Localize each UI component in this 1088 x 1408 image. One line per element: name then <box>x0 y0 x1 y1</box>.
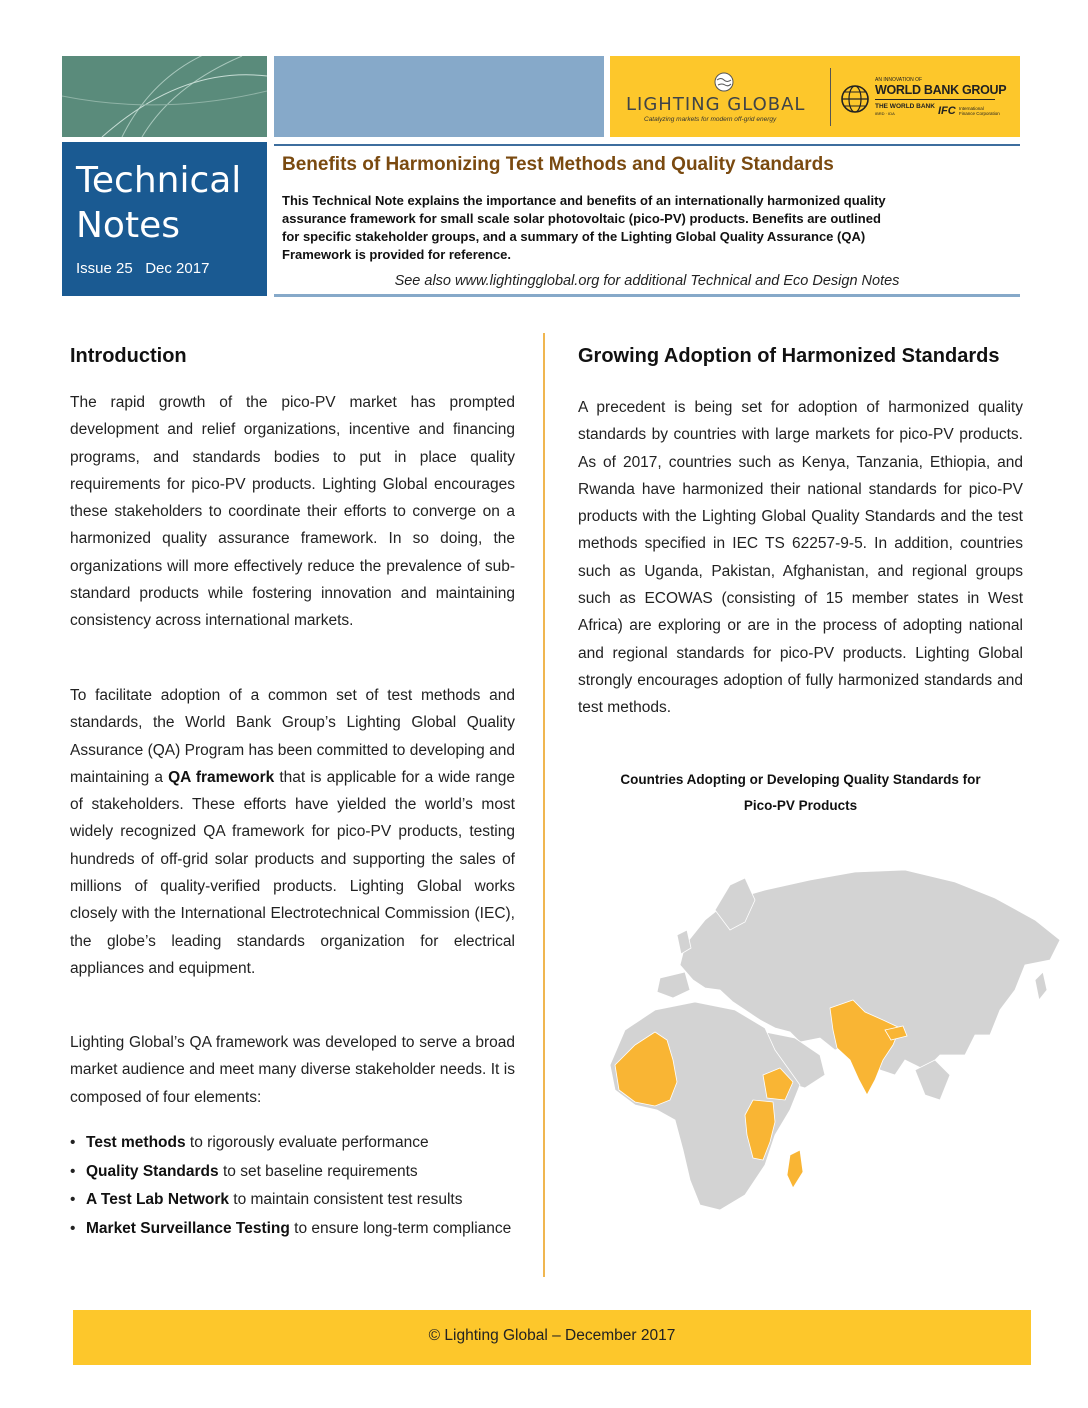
banner-swirl-graphic <box>62 56 267 137</box>
introduction-paragraph-2 <box>70 682 515 982</box>
issue-label: Issue 25 Dec 2017 <box>76 260 210 277</box>
qa-elements-list <box>70 1129 515 1243</box>
list-item-text: to ensure long-term compliance <box>289 1219 512 1237</box>
lighting-global-globe-icon <box>713 71 735 93</box>
world-bank-group-wordmark: WORLD BANK GROUP <box>875 83 1007 97</box>
list-item <box>70 1129 515 1158</box>
document-title: Benefits of Harmonizing Test Methods and Quality Standards <box>282 154 834 175</box>
introduction-paragraph-1: The rapid growth of the pico-PV market has prompted development and relief organizations, incentive and financing programs, and standards bodies to put in place quality requirements for pico-PV products. Lighting Global encourages these stakeholders to coordinate their efforts to converge on a harmonized quality assurance framework. In so doing, the organizations will more effectively reduce the prevalence of sub-standard products while fostering innovation and maintaining consistency across international markets. <box>70 394 515 630</box>
header-rule-top <box>274 144 1020 146</box>
list-item-term: Market Surveillance Testing <box>86 1219 290 1237</box>
list-item-term: Test methods <box>86 1134 186 1151</box>
bullet-icon: • <box>70 1134 76 1151</box>
qa-framework-emphasis: QA framework <box>168 768 275 786</box>
banner-blue-tile <box>274 56 604 137</box>
list-item-term: Quality Standards <box>86 1162 219 1180</box>
world-bank-label: THE WORLD BANK <box>875 103 935 110</box>
series-title-line1: Technical <box>76 160 242 201</box>
lighting-global-tagline: Catalyzing markets for modern off-grid energy <box>644 116 777 123</box>
bullet-icon: • <box>70 1219 76 1237</box>
list-item-text: to maintain consistent test results <box>228 1191 463 1208</box>
list-item <box>70 1215 515 1244</box>
world-bank-rule <box>875 99 995 100</box>
document-summary <box>282 192 1012 264</box>
adoption-heading: Growing Adoption of Harmonized Standards <box>578 345 1000 367</box>
map-caption-line1: Countries Adopting or Developing Quality Standards for <box>620 772 981 787</box>
map-iberia <box>657 972 690 998</box>
map-caption-line2: Pico-PV Products <box>743 797 858 813</box>
logo-divider <box>830 68 831 126</box>
header-rule-bottom <box>274 294 1020 297</box>
footer-bar <box>73 1310 1031 1365</box>
adoption-paragraph: A precedent is being set for adoption of harmonized quality standards by countries with large markets for pico-PV products. As of 2017, countries such as Kenya, Tanzania, Ethiopia, and Rwanda have harmonized their national standards for pico-PV products with the Lighting Global Quality Standards and the test methods specified in IEC TS 62257-9-5. In addition, countries such as Uganda, Pakistan, Afghanistan, and regional groups such as ECOWAS (consisting of 15 member states in West Africa) are exploring or are in the process of adopting national and regional standards for pico-PV products. Lighting Global strongly encourages adoption of fully harmonized standards and test methods. <box>578 399 1023 717</box>
list-item <box>70 1186 515 1215</box>
paragraph-text: that is applicable for a wide range of stakeholders. These efforts have yielded the world’s most widely recognized QA framework for pico-PV products, testing hundreds of off-grid solar products and supporting the sales of millions of quality-verified products. Lighting Global works closely with the International Electrotechnical Commission (IEC), the globe’s leading standards organization for electrical appliances and equipment. <box>70 768 516 977</box>
lighting-global-wordmark: LIGHTING GLOBAL <box>626 94 806 115</box>
list-item-term: A Test Lab Network <box>86 1191 229 1208</box>
world-bank-ibrd-label: IBRD · IDA <box>875 111 895 116</box>
footer-copyright: © Lighting Global – December 2017 <box>428 1327 676 1344</box>
paragraph-text: To facilitate adoption of a common set of test methods and standards, the World Bank Group’s Lighting Global Quality Assurance (QA) Program has been committed to developing and maintaining a <box>70 687 515 786</box>
map-japan <box>1035 972 1047 1000</box>
ifc-full-name: International Finance Corporation <box>959 106 1000 116</box>
summary-line: for specific stakeholder groups, and a summary of the Lighting Global Quality Assurance (QA) <box>282 229 866 244</box>
world-bank-globe-icon <box>840 84 870 114</box>
map-highlight-madagascar <box>787 1150 803 1188</box>
list-item <box>70 1158 515 1187</box>
summary-line: This Technical Note explains the importance and benefits of an internationally harmonized quality <box>282 193 886 208</box>
introduction-heading: Introduction <box>70 345 187 367</box>
adoption-map <box>595 860 1065 1260</box>
series-title-line2: Notes <box>76 205 180 246</box>
series-title <box>76 158 241 248</box>
column-divider <box>543 333 545 1277</box>
ifc-wordmark: IFC <box>938 105 956 117</box>
introduction-paragraph-3: Lighting Global’s QA framework was developed to serve a broad market audience and meet many diverse stakeholder needs. It is composed of four elements: <box>70 1034 515 1106</box>
bullet-icon: • <box>70 1162 76 1180</box>
see-also-note: See also www.lightingglobal.org for additional Technical and Eco Design Notes <box>394 273 900 289</box>
technical-notes-box <box>62 142 267 296</box>
banner-green-tile <box>62 56 267 137</box>
list-item-text: to rigorously evaluate performance <box>185 1134 429 1151</box>
summary-line: Framework is provided for reference. <box>282 247 512 262</box>
map-caption <box>578 767 1023 818</box>
banner-logo-panel <box>610 56 1020 137</box>
bullet-icon: • <box>70 1191 76 1208</box>
list-item-text: to set baseline requirements <box>218 1162 418 1180</box>
summary-line: assurance framework for small scale solar photovoltaic (pico-PV) products. Benefits are outlined <box>282 211 881 226</box>
world-bank-innovation-label: AN INNOVATION OF <box>875 77 923 83</box>
